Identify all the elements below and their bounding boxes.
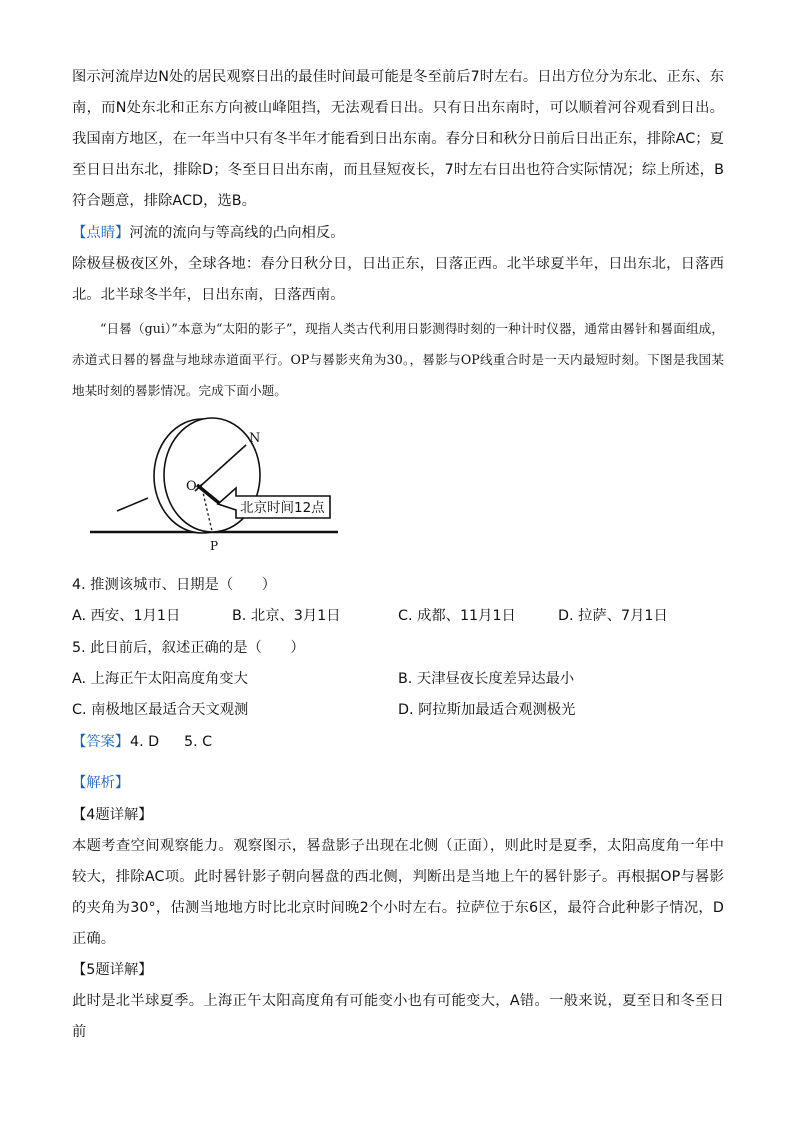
q5-option-b: B. 天津昼夜长度差异达最小 xyxy=(398,671,575,687)
answer-5: 5. C xyxy=(184,734,213,750)
dianjing-text: 河流的流向与等高线的凸向相反。 xyxy=(129,225,345,241)
q4-option-c: C. 成都、11月1日 xyxy=(398,608,516,624)
answer-label: 【答案】 xyxy=(72,734,130,750)
question-4-stem-text: 4. 推测该城市、日期是（ ） xyxy=(72,577,277,593)
question-5-options-cd xyxy=(72,695,724,726)
label-n: N xyxy=(249,431,261,446)
analysis-4-text: 本题考查空间观察能力。观察图示，晷盘影子出现在北侧（正面），则此时是夏季，太阳高度角一年中较大，排除AC项。此时晷针影子朝向晷盘的西北侧，判断出是当地上午的晷针影子。再根据OP与晷影的夹角为30°，估测当地地方时比北京时间晚2个小时左右。拉萨位于东6区，最符合此种影子情况，D正确。 xyxy=(72,838,724,947)
question-5-options-ab xyxy=(72,664,724,695)
question-4-options xyxy=(72,601,724,632)
gnomon-back xyxy=(117,498,148,511)
q4-option-d: D. 拉萨、7月1日 xyxy=(558,608,668,624)
q5-option-a: A. 上海正午太阳高度角变大 xyxy=(72,671,248,687)
label-o: O xyxy=(186,479,197,494)
q4-option-b: B. 北京、3月1日 xyxy=(232,608,341,624)
question-intro: “日晷（gui）”本意为“太阳的影子”，现指人类古代利用日影测得时刻的一种计时仪器，通常由晷针和晷面组成，赤道式日晷的晷盘与地球赤道面平行。OP与晷影夹角为30。，晷影与OP线重合时是一天内最短时刻。下图是我国某地某时刻的晷影情况。完成下面小题。 xyxy=(72,321,724,398)
question-5-stem-text: 5. 此日前后，叙述正确的是（ ） xyxy=(72,640,305,656)
callout-text: 北京时间12点 xyxy=(240,500,325,516)
paragraph-analysis-previous: 图示河流岸边N处的居民观察日出的最佳时间最可能是冬至前后7时左右。日出方位分为东北、正东、东南，而N处东北和正东方向被山峰阻挡，无法观看日出。只有日出东南时，可以顺着河谷观看到日出。我国南方地区，在一年当中只有冬半年才能看到日出东南。春分日和秋分日前后日出正东，排除AC；夏至日日出东北，排除D；冬至日日出东南，而且昼短夜长，7时左右日出也符合实际情况；综上所述，B符合题意，排除ACD，选B。 xyxy=(72,69,724,209)
answer-4: 4. D xyxy=(130,734,160,750)
analysis-label: 【解析】 xyxy=(72,775,130,791)
paragraph-sunrise-rules: 除极昼极夜区外，全球各地：春分日秋分日，日出正东，日落正西。北半球夏半年，日出东北，日落西北。北半球冬半年，日出东南，日落西南。 xyxy=(72,256,724,303)
sundial-figure xyxy=(90,412,370,562)
q5-option-d: D. 阿拉斯加最适合观测极光 xyxy=(398,702,576,718)
question-5-stem xyxy=(72,633,724,664)
analysis-4-label: 【4题详解】 xyxy=(72,807,153,823)
question-4-stem xyxy=(72,570,724,601)
analysis-5-label: 【5题详解】 xyxy=(72,962,153,978)
paragraph-dianjing xyxy=(72,218,724,249)
analysis-5-heading xyxy=(72,955,724,986)
label-p: P xyxy=(210,539,219,553)
answer-line xyxy=(72,727,724,758)
q4-option-a: A. 西安、1月1日 xyxy=(72,608,181,624)
analysis-heading xyxy=(72,768,724,799)
dianjing-label: 【点睛】 xyxy=(72,225,130,241)
analysis-5-text: 此时是北半球夏季。上海正午太阳高度角有可能变小也有可能变大，A错。一般来说，夏至日和冬至日前 xyxy=(72,993,724,1040)
q5-option-c: C. 南极地区最适合天文观测 xyxy=(72,702,249,718)
analysis-4-heading xyxy=(72,800,724,831)
